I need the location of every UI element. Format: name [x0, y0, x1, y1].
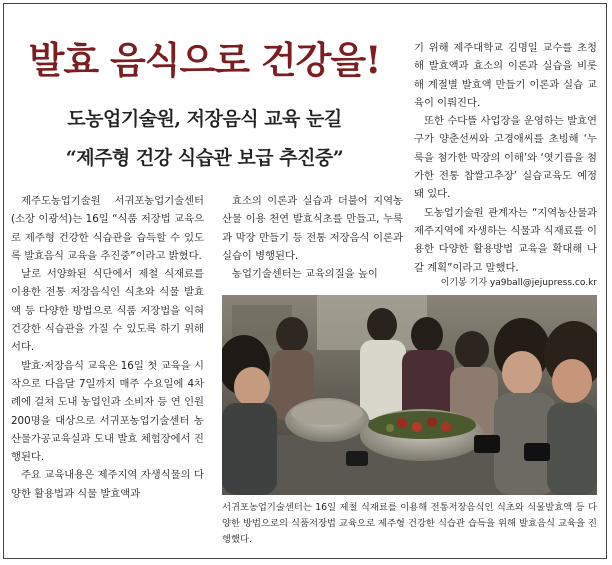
paragraph: 또한 수다뜰 사업장을 운영하는 발효연구가 양춘선씨와 고경애씨를 초빙해 ‘누룩을 첨가한 막장의 이해’와 ‘엿기름을 첨가한 전통 찹쌀고추장’ 실습교육도 예정돼 있다.	[414, 115, 597, 201]
article-column-2	[222, 192, 403, 283]
paragraph: 발효·저장음식 교육은 16일 첫 교육을 시작으로 다음달 7일까지 매주 수요일에 4차례에 걸쳐 도내 농업인과 소비자 등 연 인원 200명을 대상으로 서귀포농업기술센터 농산물가공교육실과 도내 발효 체험장에서 진행된다.	[11, 359, 204, 464]
paragraph: 주요 교육내용은 제주지역 자생식물의 다양한 활용법과 식물 발효액과	[11, 469, 204, 500]
headline: 발효 음식으로 건강을!	[28, 38, 381, 82]
article-column-3	[414, 39, 597, 277]
paragraph: 날로 서양화된 식단에서 제철 식재료를 이용한 전통 저장음식인 식초와 식물 발효액 등 다양한 방법으로 식품 저장법을 익혀 건강한 식습관을 가질 수 있도록 하기 위해서다.	[11, 268, 204, 354]
subheadline-1: 도농업기술원, 저장음식 교육 눈길	[67, 108, 342, 130]
paragraph: 효소의 이론과 실습과 더불어 지역농산물 이용 천연 발효식초를 만들고, 누룩과 막장 만들기 등 전통 저장음식 이론과 실습이 병행된다.	[222, 195, 403, 262]
paragraph: 기 위해 제주대학교 김명일 교수를 초청해 발효액과 효소의 이론과 실습을 비롯해 계절별 발효액 만들기 이론과 실습 교육이 이뤄진다.	[414, 42, 597, 109]
article-photo	[222, 295, 597, 495]
paragraph: 도농업기술원 관계자는 “지역농산물과 제주지역에 자생하는 식물과 식재료를 이용한 다양한 활용방법 교육을 확대해 나갈 계획”이라고 말했다.	[414, 206, 597, 274]
subheadline-2: “제주형 건강 식습관 보급 추진중”	[65, 147, 344, 169]
byline: 이기봉 기자 ya9ball@jejupress.co.kr	[440, 278, 597, 288]
photo-caption: 서귀포농업기술센터는 16일 제철 식재료를 이용해 전통저장음식인 식초와 식물발효액 등 다양한 방법으로의 식품저장법 교육으로 제주형 건강한 식습관 습득을 위해 발효음식 교육을 진행했다.	[222, 502, 597, 545]
article-column-1	[11, 192, 204, 503]
paragraph: 제주도농업기술원 서귀포농업기술센터(소장 이광석)는 16일 “식품 저장법 교육으로 제주형 건강한 식습관을 습득할 수 있도록 발효음식 교육을 추진중”이라고 밝혔다.	[11, 195, 204, 262]
paragraph: 농업기술센터는 교육의질을 높이	[232, 268, 378, 281]
photo-illustration	[222, 295, 597, 495]
